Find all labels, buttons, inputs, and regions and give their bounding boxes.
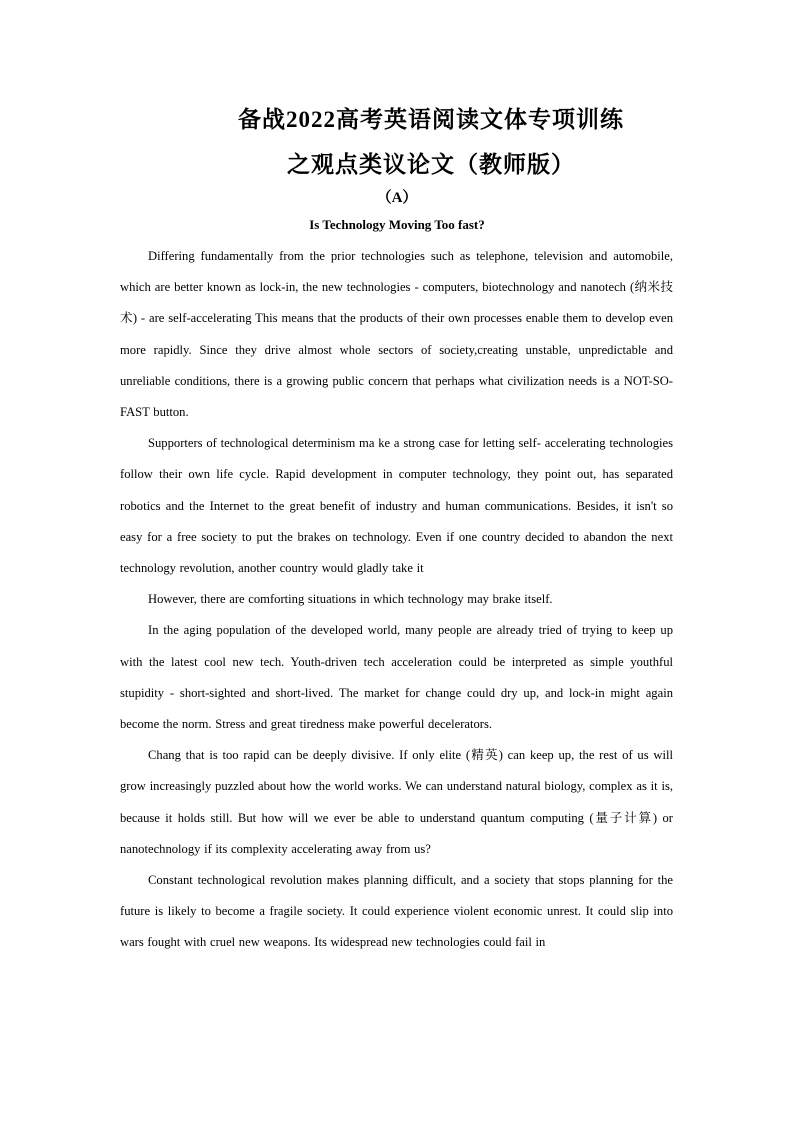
passage-body	[120, 241, 673, 959]
paragraph-5: Chang that is too rapid can be deeply divisive. If only elite (精英) can keep up, the rest of us will grow increasingly puzzled about how the world works. We can understand natural biology, complex as it is, because it holds still. But how will we ever be able to understand quantum computing (量子计算) or nanotechnology if its complexity accelerating away from us?	[120, 748, 673, 856]
paragraph-1: Differing fundamentally from the prior technologies such as telephone, television and automobile, which are better known as lock-in, the new technologies - computers, biotechnology and nanotech (纳米技术) - are self-accelerating This means that the products of their own processes enable them to develop even more rapidly. Since they drive almost whole sectors of society,creating unstable, unpredictable and unreliable conditions, there is a growing public concern that perhaps what civilization needs is a NOT-SO-FAST button.	[120, 249, 673, 420]
passage-title: Is Technology Moving Too fast?	[309, 217, 485, 232]
paragraph-3: However, there are comforting situations in which technology may brake itself.	[148, 592, 553, 607]
document-title-line-2: 之观点类议论文（教师版）	[287, 152, 575, 177]
paragraph-4: In the aging population of the developed world, many people are already tried of trying to keep up with the latest cool new tech. Youth-driven tech acceleration could be interpreted as simple youthful stupidity - short-sighted and short-lived. The market for change could dry up, and lock-in might again become the norm. Stress and great tiredness make powerful decelerators.	[120, 623, 673, 732]
paragraph-6: Constant technological revolution makes planning difficult, and a society that stops planning for the future is likely to become a fragile society. It could experience violent economic unrest. It could slip into wars fought with cruel new weapons. Its widespread new technologies could fail in	[120, 873, 673, 950]
section-label: （A）	[376, 190, 418, 206]
document-title-line-1: 备战2022高考英语阅读文体专项训练	[238, 107, 624, 132]
paragraph-2: Supporters of technological determinism ma ke a strong case for letting self- accelerating technologies follow their own life cycle. Rapid development in computer technology, they point out, has separated robotics and the Internet to the great benefit of industry and human communications. Besides, it isn't so easy for a free society to put the brakes on technology. Even if one country decided to abandon the next technology revolution, another country would gladly take it	[120, 436, 673, 576]
